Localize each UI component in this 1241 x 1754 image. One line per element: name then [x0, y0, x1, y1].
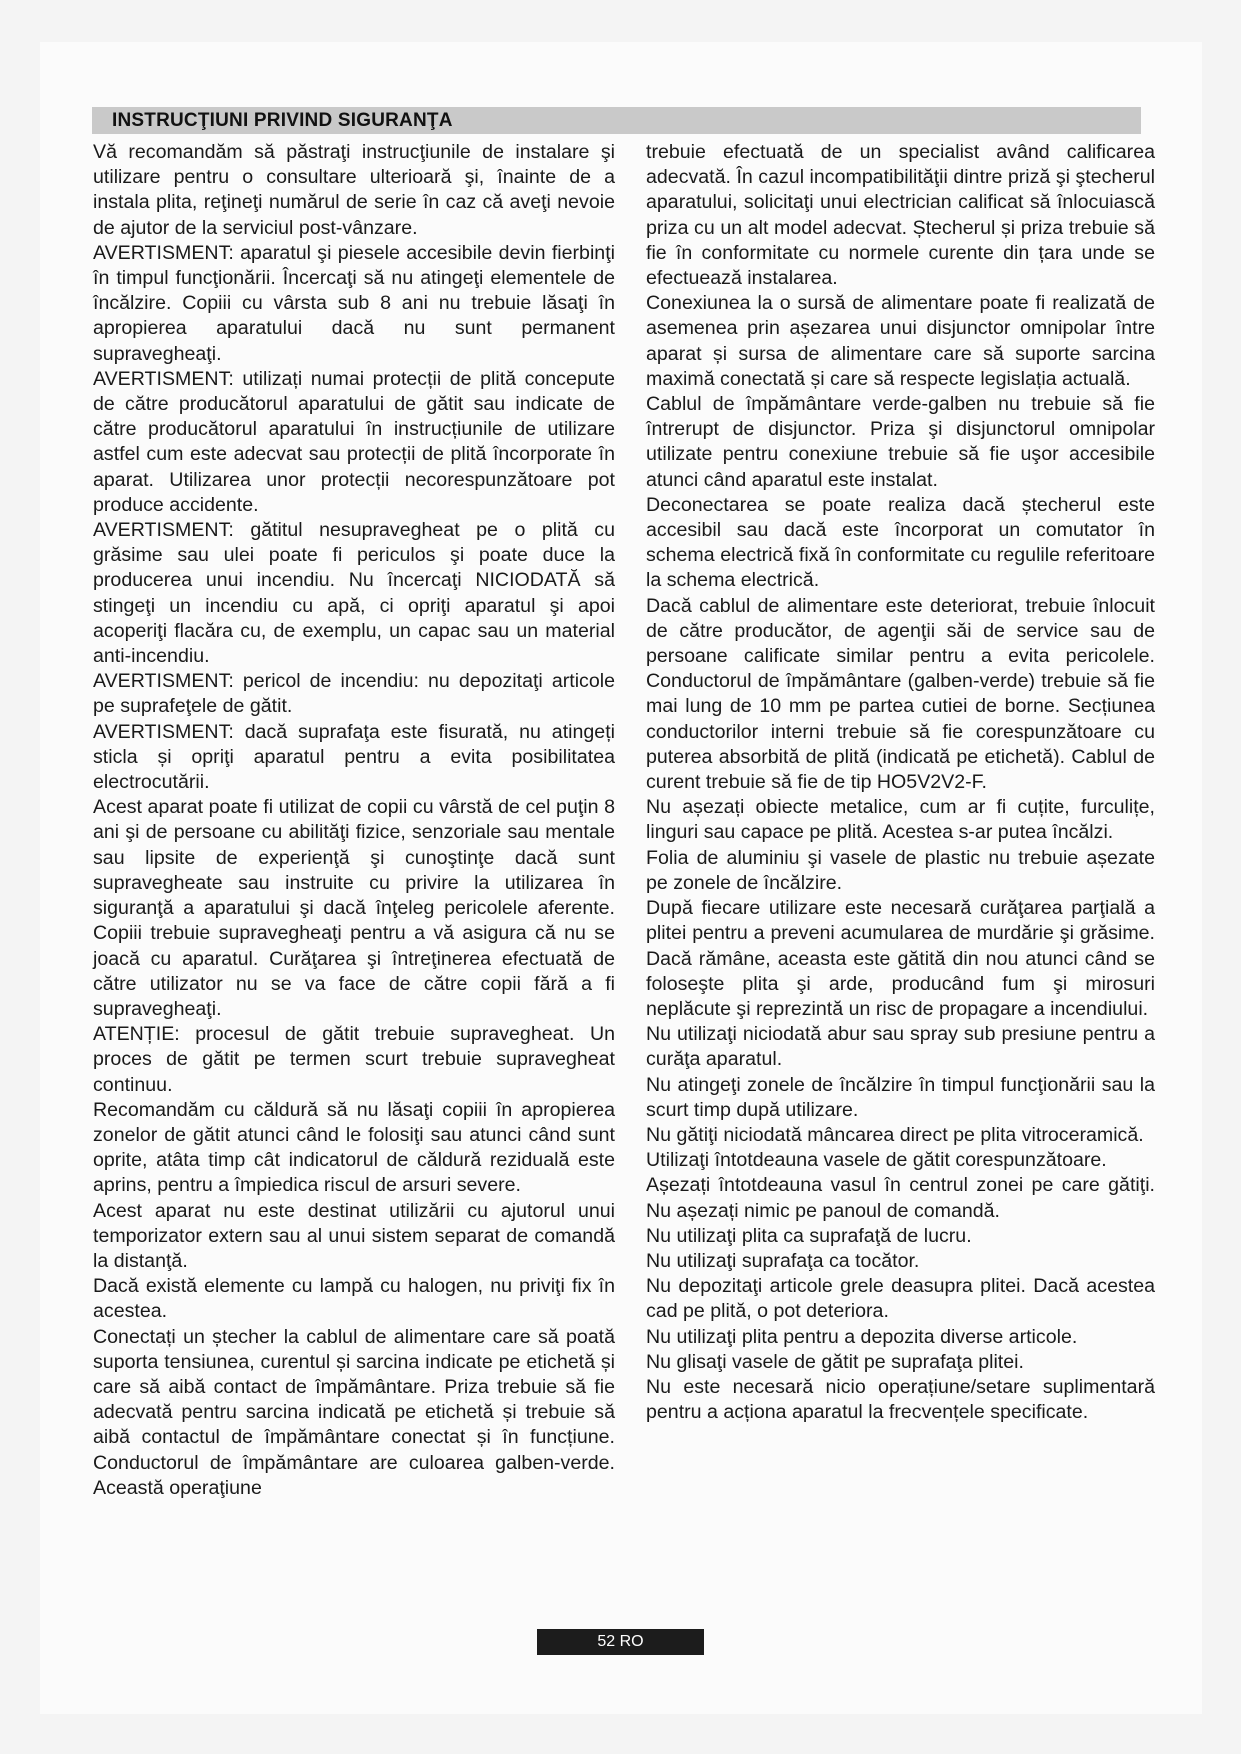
- paragraph: AVERTISMENT: pericol de incendiu: nu depozitaţi articole pe suprafeţele de gătit.: [93, 670, 615, 718]
- paragraph: AVERTISMENT: gătitul nesupravegheat pe o plită cu grăsime sau ulei poate fi periculos şi poate duce la producerea unui incendiu. Nu încercaţi NICIODATĂ să stingeţi un incendiu cu apă, ci opriţi aparatul şi apoi acoperiţi flacăra cu, de exemplu, un capac sau un material anti-incendiu.: [93, 519, 615, 668]
- paragraph: Nu este necesară nicio operațiune/setare suplimentară pentru a acționa aparatul la frecvențele specificate.: [646, 1375, 1155, 1424]
- paragraph: Acest aparat poate fi utilizat de copii cu vârstă de cel puţin 8 ani şi de persoane cu abilităţi fizice, senzoriale sau mentale sau lipsite de experienţă şi cunoştinţe dacă sunt supravegheate sau instruite cu privire la utilizarea în siguranţă a aparatului şi dacă înţeleg pericolele aferente. Copiii trebuie supravegheaţi pentru a vă asigura că nu se joacă cu aparatul. Curăţarea şi întreţinerea efectuată de către utilizator nu se va face de către copii fără a fi supravegheaţi.: [93, 796, 615, 1020]
- paragraph: Nu glisaţi vasele de gătit pe suprafaţa plitei.: [646, 1350, 1024, 1373]
- paragraph: Nu atingeţi zonele de încălzire în timpul funcţionării sau la scurt timp după utilizare.: [646, 1073, 1155, 1121]
- paragraph: Conexiunea la o sursă de alimentare poate fi realizată de asemenea prin așezarea unui disjunctor omnipolar între aparat și sursa de alimentare care să suporte sarcina maximă conectată și care să respecte legislația actuală.: [646, 292, 1155, 390]
- paragraph: Nu utilizaţi niciodată abur sau spray sub presiune pentru a curăţa aparatul.: [646, 1023, 1155, 1071]
- paragraph: AVERTISMENT: aparatul şi piesele accesibile devin fierbinţi în timpul funcţionării. Încercaţi să nu atingeţi elementele de încălzire. Copiii cu vârsta sub 8 ani nu trebuie lăsaţi în apropierea aparatului dacă nu sunt permanent supravegheaţi.: [93, 241, 615, 365]
- paragraph: După fiecare utilizare este necesară curăţarea parţială a plitei pentru a preveni acumularea de murdărie şi grăsime. Dacă rămâne, aceasta este gătită din nou atunci când se foloseşte plita şi arde, producând fum şi mirosuri neplăcute şi reprezintă un risc de propagare a incendiului.: [646, 897, 1155, 1020]
- section-header: [92, 107, 1141, 134]
- paragraph: Deconectarea se poate realiza dacă ștecherul este accesibil sau dacă este încorporat un comutator în schema electrică fixă în conformitate cu regulile referitoare la schema electrică.: [646, 493, 1155, 592]
- paragraph: AVERTISMENT: dacă suprafaţa este fisurată, nu atingeți sticla și opriţi aparatul pentru a evita posibilitatea electrocutării.: [93, 720, 615, 794]
- paragraph: Nu așezați obiecte metalice, cum ar fi cuțite, furculițe, linguri sau capace pe plită. Acestea s-ar putea încălzi.: [646, 796, 1155, 844]
- left-column: [93, 140, 615, 1501]
- paragraph: ATENȚIE: procesul de gătit trebuie supravegheat. Un proces de gătit pe termen scurt trebuie supravegheat continuu.: [93, 1023, 615, 1096]
- paragraph: Nu gătiţi niciodată mâncarea direct pe plita vitroceramică.: [646, 1123, 1144, 1146]
- paragraph: Nu utilizaţi plita ca suprafaţă de lucru.: [646, 1224, 972, 1247]
- paragraph: Nu depozitaţi articole grele deasupra plitei. Dacă acestea cad pe plită, o pot deteriora.: [646, 1275, 1155, 1323]
- paragraph: Conectați un ștecher la cablul de alimentare care să poată suporta tensiunea, curentul și sarcina indicate pe etichetă și care să aibă contact de împământare. Priza trebuie să fie adecvată pentru sarcina indicată pe etichetă și trebuie să aibă contactul de împământare conectat și în funcțiune. Conductorul de împământare are culoarea galben-verde. Această operaţiune: [93, 1325, 615, 1499]
- page-number: 52 RO: [597, 1633, 644, 1650]
- paragraph: Utilizaţi întotdeauna vasele de gătit corespunzătoare.: [646, 1149, 1107, 1172]
- paragraph: Vă recomandăm să păstraţi instrucţiunile de instalare şi utilizare pentru o consultare ulterioară şi, înainte de a instala plita, reţineţi numărul de serie în caz că aveţi nevoie de ajutor de la serviciul post-vânzare.: [93, 141, 615, 239]
- paragraph: Dacă există elemente cu lampă cu halogen, nu priviţi fix în acestea.: [93, 1275, 615, 1323]
- paragraph: Recomandăm cu căldură să nu lăsaţi copiii în apropierea zonelor de gătit atunci când le folosiţi sau atunci când sunt oprite, atâta timp cât indicatorul de căldură reziduală este aprins, pentru a împiedica riscul de arsuri severe.: [93, 1098, 615, 1197]
- paragraph: Folia de aluminiu şi vasele de plastic nu trebuie așezate pe zonele de încălzire.: [646, 846, 1155, 894]
- page-number-bar: [537, 1629, 704, 1655]
- paragraph: Acest aparat nu este destinat utilizării cu ajutorul unui temporizator extern sau al unui sistem separat de comandă la distanţă.: [93, 1199, 615, 1272]
- paragraph: Cablul de împământare verde-galben nu trebuie să fie întrerupt de disjunctor. Priza şi disjunctorul omnipolar utilizate pentru conexiune trebuie să fie uşor accesibile atunci când aparatul este instalat.: [646, 393, 1155, 491]
- right-column: [646, 140, 1155, 1425]
- paragraph: Nu utilizaţi plita pentru a depozita diverse articole.: [646, 1325, 1078, 1348]
- paragraph: AVERTISMENT: utilizați numai protecții de plită concepute de către producătorul aparatului de gătit sau indicate de către producătorul aparatului în instrucțiunile de utilizare astfel cum este adecvat sau protecții de plită încorporate în aparat. Utilizarea unor protecții necorespunzătoare pot produce accidente.: [93, 367, 615, 516]
- paragraph: Nu utilizaţi suprafaţa ca tocător.: [646, 1249, 920, 1272]
- paragraph: Așezați întotdeauna vasul în centrul zonei pe care gătiţi. Nu așezați nimic pe panoul de comandă.: [646, 1174, 1155, 1222]
- paragraph: trebuie efectuată de un specialist având calificarea adecvată. În cazul incompatibilităţii dintre priză şi ştecherul aparatului, solicitaţi unui electrician calificat să înlocuiască priza cu un alt model adecvat. Ștecherul și priza trebuie să fie în conformitate cu normele curente din țara unde se efectuează instalarea.: [646, 141, 1155, 290]
- paragraph: Dacă cablul de alimentare este deteriorat, trebuie înlocuit de către producător, de agenţii săi de service sau de persoane calificate similar pentru a evita pericolele. Conductorul de împământare (galben-verde) trebuie să fie mai lung de 10 mm pe partea cutiei de borne. Secțiunea conductorilor interni trebuie să fie corespunzătoare cu puterea absorbită de plită (indicată pe etichetă). Cablul de curent trebuie să fie de tip HO5V2V2-F.: [646, 594, 1155, 794]
- section-title: INSTRUCŢIUNI PRIVIND SIGURANŢA: [112, 110, 453, 131]
